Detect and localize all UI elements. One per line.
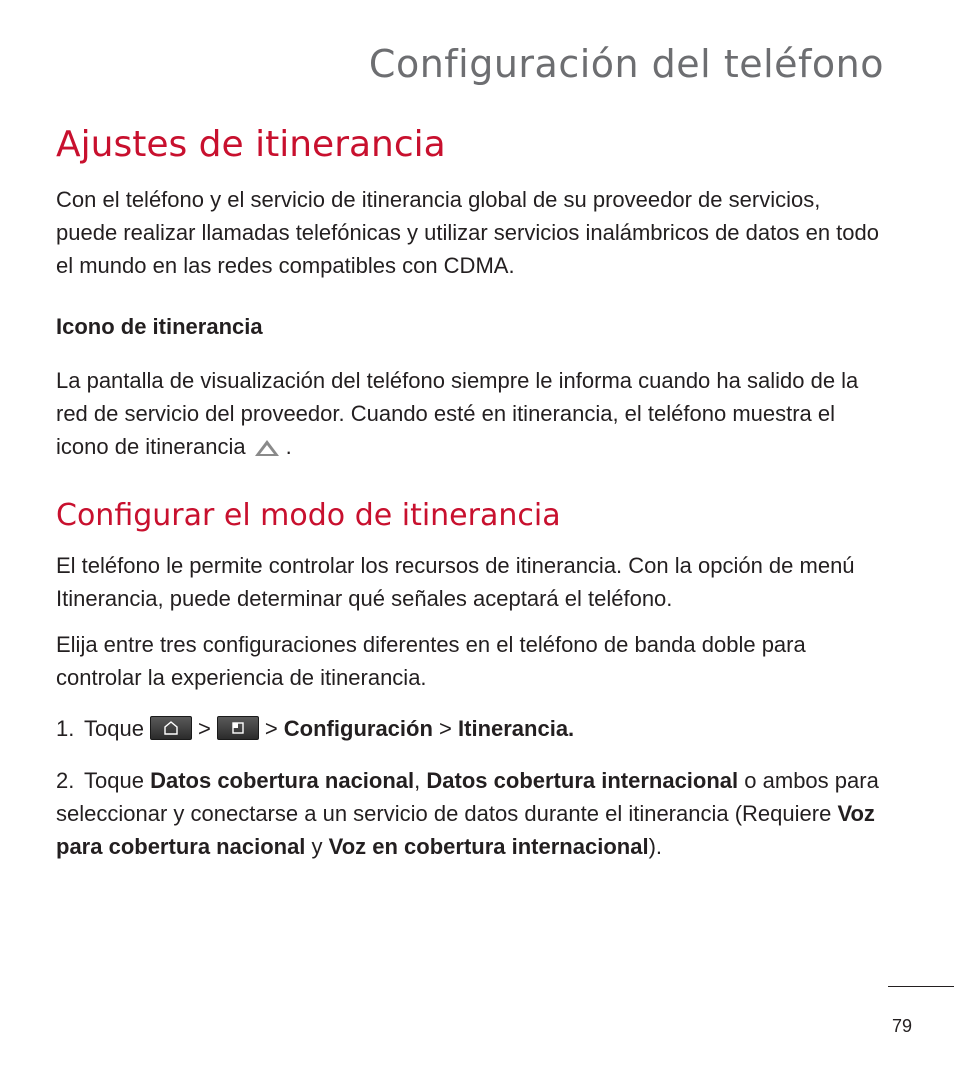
step-separator: >	[197, 716, 211, 741]
step-text: y	[311, 834, 323, 859]
step-bold-text: Voz para cobertura nacional	[56, 801, 875, 859]
configure-paragraph-1: El teléfono le permite controlar los recursos de itinerancia. Con la opción de menú Itinerancia, puede determinar qué señales aceptará el teléfono.	[56, 553, 855, 611]
roaming-icon-text-end: .	[285, 434, 292, 459]
step-text: ,	[414, 768, 421, 793]
step-text: Toque	[84, 716, 144, 741]
page-number: 79	[891, 1016, 912, 1036]
step-bold-text: Itinerancia.	[458, 716, 575, 741]
roaming-icon-text: La pantalla de visualización del teléfono siempre le informa cuando ha salido de la red de servicio del proveedor. Cuando esté en itinerancia, el teléfono muestra el icono de itinerancia	[56, 368, 859, 459]
step-text: ).	[648, 834, 663, 859]
roaming-icon-subheading: Icono de itinerancia	[56, 314, 263, 339]
step-separator: >	[439, 716, 452, 741]
section-title-configure-roaming: Configurar el modo de itinerancia	[56, 498, 561, 533]
step-text: o ambos para seleccionar y conectarse a un servicio de datos durante el itinerancia (Requiere	[56, 768, 879, 826]
step-bold-text: Datos cobertura internacional	[426, 768, 739, 793]
home-key-icon	[150, 716, 192, 740]
step-bold-text: Configuración	[283, 716, 433, 741]
step-bold-text: Datos cobertura nacional	[150, 768, 415, 793]
step-number: 2.	[56, 768, 75, 793]
roaming-triangle-icon	[254, 433, 280, 466]
step-2	[56, 764, 886, 863]
step-separator: >	[264, 716, 278, 741]
step-1	[56, 712, 886, 745]
configure-paragraph-2: Elija entre tres configuraciones diferentes en el teléfono de banda doble para controlar la experiencia de itinerancia.	[56, 632, 806, 690]
step-bold-text: Voz en cobertura internacional	[328, 834, 649, 859]
menu-key-icon	[217, 716, 259, 740]
section-title-roaming-settings: Ajustes de itinerancia	[56, 124, 446, 165]
step-number: 1.	[56, 716, 75, 741]
footer-divider	[888, 986, 954, 987]
roaming-intro-paragraph: Con el teléfono y el servicio de itinerancia global de su proveedor de servicios, puede realizar llamadas telefónicas y utilizar servicios inalámbricos de datos en todo el mundo en las redes compatibles con CDMA.	[56, 187, 879, 278]
chapter-header: Configuración del teléfono	[368, 42, 884, 86]
step-text: Toque	[84, 768, 144, 793]
roaming-icon-paragraph	[56, 364, 886, 466]
